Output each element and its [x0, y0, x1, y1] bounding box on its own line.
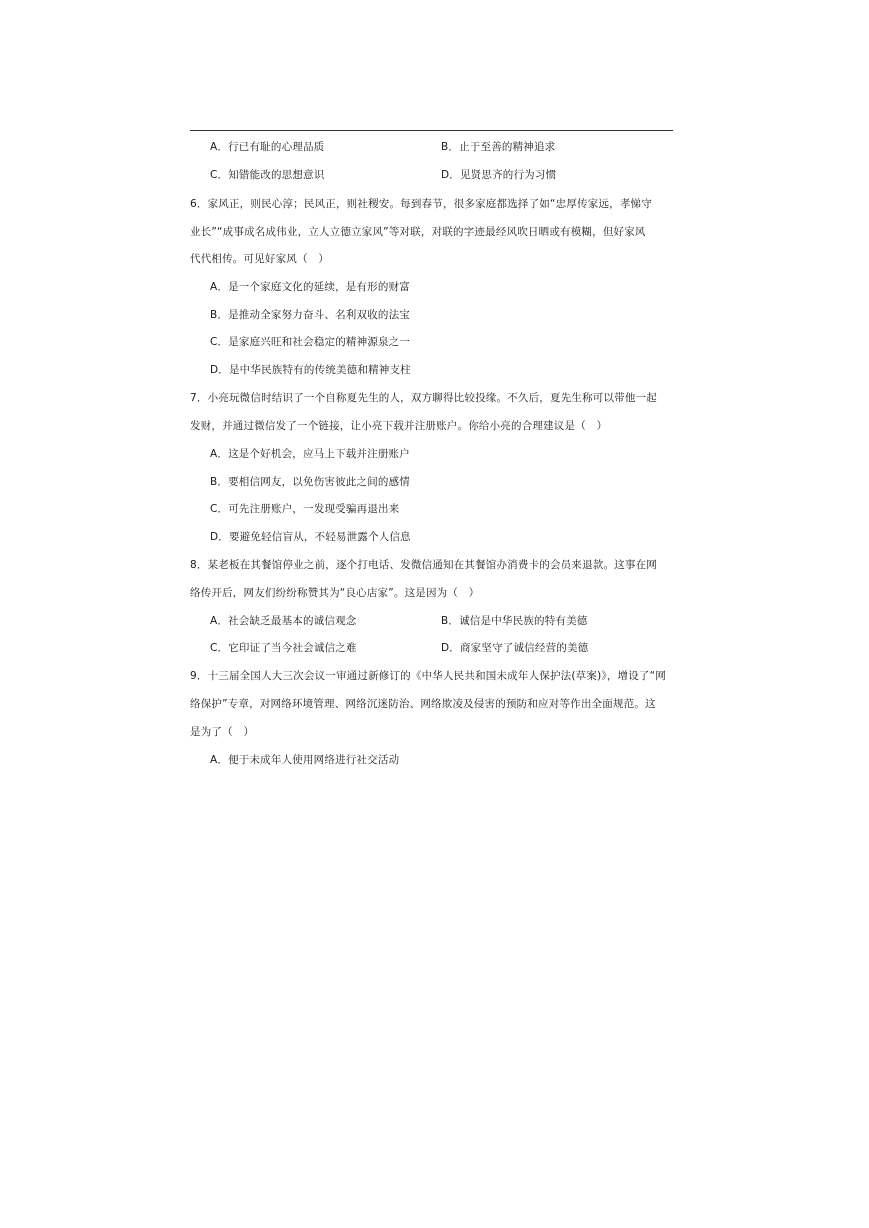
- q8-option-d: D．商家坚守了诚信经营的美德: [441, 642, 589, 654]
- q8-option-b: B．诚信是中华民族的特有美德: [441, 615, 588, 627]
- q7-option-d: D．要避免轻信盲从，不轻易泄露个人信息: [210, 531, 411, 543]
- q7-stem-line1: 7．小亮玩微信时结识了一个自称夏先生的人，双方聊得比较投缘。不久后，夏先生称可以带他一起: [190, 392, 657, 404]
- q9-stem-line2: 络保护”专章，对网络环境管理、网络沉迷防治、网络欺凌及侵害的预防和应对等作出全面规范。这: [190, 698, 656, 710]
- prev-option-b: B．止于至善的精神追求: [441, 141, 556, 153]
- prev-option-c: C．知错能改的思想意识: [210, 169, 325, 181]
- q6-option-c: C．是家庭兴旺和社会稳定的精神源泉之一: [210, 336, 411, 348]
- q6-option-a: A．是一个家庭文化的延续，是有形的财富: [210, 281, 410, 293]
- q9-stem-line1: 9．十三届全国人大三次会议一审通过新修订的《中华人民共和国未成年人保护法(草案)》，增设了“网: [190, 670, 666, 682]
- q7-option-a: A．这是个好机会，应马上下载并注册账户: [210, 448, 410, 460]
- q9-option-a: A．便于未成年人使用网络进行社交活动: [210, 754, 400, 766]
- q8-option-a: A．社会缺乏最基本的诚信观念: [210, 615, 357, 627]
- q7-option-b: B．要相信网友，以免伤害彼此之间的感情: [210, 476, 411, 488]
- q8-option-c: C．它印证了当今社会诚信之难: [210, 642, 357, 654]
- q6-option-b: B．是推动全家努力奋斗、名利双收的法宝: [210, 309, 411, 321]
- prev-option-d: D．见贤思齐的行为习惯: [441, 169, 557, 181]
- q7-stem-line2: 发财，并通过微信发了一个链接，让小亮下载并注册账户。你给小亮的合理建议是（ ）: [190, 420, 608, 432]
- q6-stem-line1: 6．家风正，则民心淳；民风正，则社稷安。每到春节，很多家庭都选择了如“忠厚传家远，孝悌守: [190, 198, 652, 210]
- q6-stem-line2: 业长”“成事成名成伟业，立人立德立家风”等对联，对联的字迹最经风吹日晒或有模糊，但好家风: [190, 226, 646, 238]
- q8-stem-line1: 8．某老板在其餐馆停业之前，逐个打电话、发微信通知在其餐馆办消费卡的会员来退款。这事在网: [190, 559, 657, 571]
- prev-option-a: A．行已有耻的心理品质: [210, 141, 325, 153]
- q6-option-d: D．是中华民族特有的传统美德和精神支柱: [210, 364, 411, 376]
- q8-stem-line2: 络传开后，网友们纷纷称赞其为“良心店家”。这是因为（ ）: [190, 587, 480, 599]
- q9-stem-line3: 是为了（ ）: [190, 726, 255, 738]
- q6-stem-line3: 代代相传。可见好家风（ ）: [190, 253, 330, 265]
- q7-option-c: C．可先注册账户，一发现受骗再退出来: [210, 503, 400, 515]
- header-rule: [190, 130, 673, 131]
